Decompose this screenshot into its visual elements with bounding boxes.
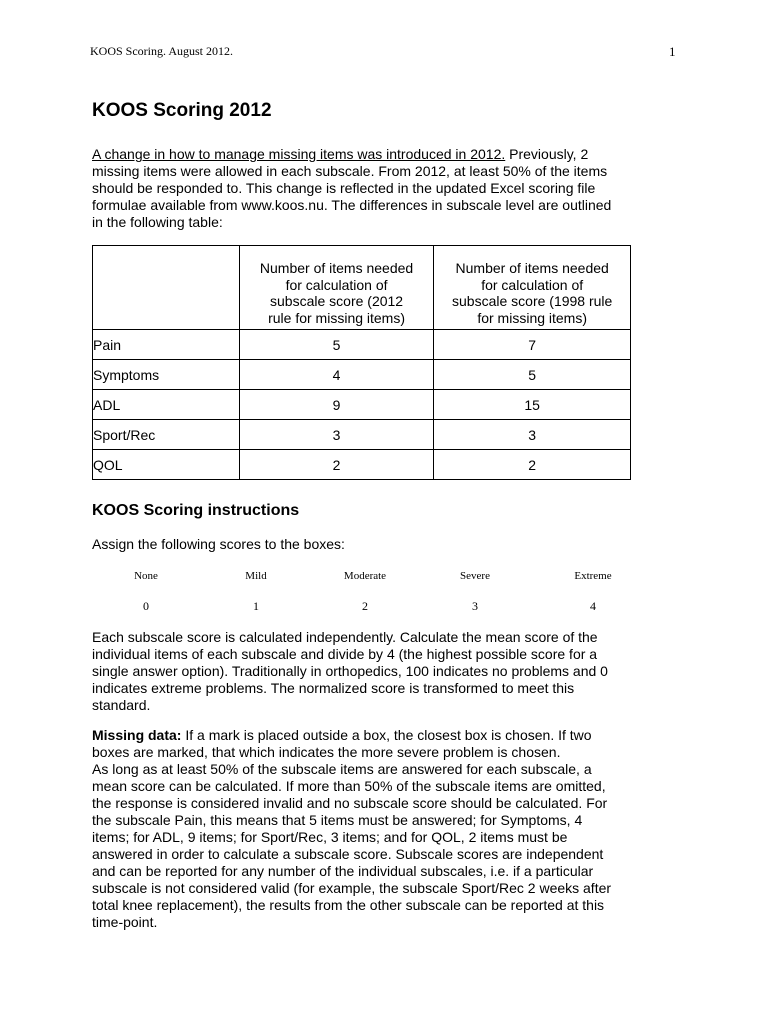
subscale-name: QOL xyxy=(93,450,240,480)
subscale-items-table xyxy=(92,245,631,480)
scale-value-extreme: 4 xyxy=(590,599,596,613)
items-2012: 5 xyxy=(239,330,434,360)
items-1998: 7 xyxy=(434,330,631,360)
intro-line xyxy=(92,146,611,163)
table-header-1998-rule xyxy=(434,246,631,330)
assign-text: Assign the following scores to the boxes: xyxy=(92,536,345,552)
calc-line: single answer option). Traditionally in orthopedics, 100 indicates no problems and 0 xyxy=(92,663,608,679)
missing-line: the response is considered invalid and no subscale score should be calculated. For xyxy=(92,795,608,811)
items-2012: 2 xyxy=(239,450,434,480)
intro-paragraph xyxy=(92,146,611,231)
scale-label-none: None xyxy=(134,570,158,582)
intro-line: should be responded to. This change is reflected in the updated Excel scoring file xyxy=(92,180,596,196)
intro-line: formulae available from www.koos.nu. The differences in subscale level are outlined xyxy=(92,197,612,213)
table-header-2012-rule xyxy=(239,246,434,330)
missing-line: items; for ADL, 9 items; for Sport/Rec, 3 items; and for QOL, 2 items must be xyxy=(92,829,568,845)
intro-line: missing items were allowed in each subscale. From 2012, at least 50% of the items xyxy=(92,163,608,179)
items-1998: 15 xyxy=(434,390,631,420)
missing-line: As long as at least 50% of the subscale items are answered for each subscale, a xyxy=(92,761,592,777)
subscale-name: Sport/Rec xyxy=(93,420,240,450)
missing-line-rest: If a mark is placed outside a box, the closest box is chosen. If two xyxy=(181,727,592,743)
running-head: KOOS Scoring. August 2012. xyxy=(90,44,234,58)
table-row xyxy=(93,360,631,390)
header-line: Number of items needed xyxy=(259,260,414,276)
items-1998: 2 xyxy=(434,450,631,480)
missing-line xyxy=(92,727,611,744)
missing-line: total knee replacement), the results from the other subscale can be reported at this xyxy=(92,897,605,913)
header-line: Number of items needed xyxy=(455,260,609,276)
items-2012: 4 xyxy=(239,360,434,390)
missing-data-label: Missing data: xyxy=(92,727,182,743)
scale-value-none: 0 xyxy=(143,599,149,613)
calculation-paragraph xyxy=(92,629,608,714)
intro-underlined-text: A change in how to manage missing items was introduced in 2012. xyxy=(92,146,506,162)
table-row xyxy=(93,450,631,480)
table-row xyxy=(93,420,631,450)
subscale-name: Pain xyxy=(93,330,240,360)
calc-line: Each subscale score is calculated independently. Calculate the mean score of the xyxy=(92,629,598,645)
intro-line: in the following table: xyxy=(92,214,223,230)
scale-value-severe: 3 xyxy=(472,599,478,613)
header-line: for missing items) xyxy=(477,309,588,326)
document-title: KOOS Scoring 2012 xyxy=(92,100,272,121)
table-row xyxy=(93,390,631,420)
items-2012: 3 xyxy=(239,420,434,450)
scale-label-extreme: Extreme xyxy=(574,570,612,582)
items-1998: 3 xyxy=(434,420,631,450)
subscale-name: Symptoms xyxy=(93,360,240,390)
table-row xyxy=(93,330,631,360)
missing-data-paragraph xyxy=(92,727,611,931)
table-header-row xyxy=(93,246,631,330)
header-line: subscale score (2012 xyxy=(270,293,404,309)
missing-line: the subscale Pain, this means that 5 items must be answered; for Symptoms, 4 xyxy=(92,812,583,828)
scale-label-mild: Mild xyxy=(245,570,267,582)
missing-line: and can be reported for any number of the individual subscales, i.e. if a particular xyxy=(92,863,594,879)
items-1998: 5 xyxy=(434,360,631,390)
table-header-empty xyxy=(93,246,240,330)
calc-line: indicates extreme problems. The normalized score is transformed to meet this xyxy=(92,680,575,696)
header-line: rule for missing items) xyxy=(268,309,406,326)
header-line: for calculation of xyxy=(285,276,388,293)
items-2012: 9 xyxy=(239,390,434,420)
instructions-heading: KOOS Scoring instructions xyxy=(92,502,300,519)
intro-line-rest: Previously, 2 xyxy=(505,146,589,162)
missing-line: subscale is not considered valid (for example, the subscale Sport/Rec 2 weeks after xyxy=(92,880,612,896)
header-line: subscale score (1998 rule xyxy=(452,293,613,309)
subscale-name: ADL xyxy=(93,390,240,420)
missing-line: time-point. xyxy=(92,914,158,930)
scale-value-moderate: 2 xyxy=(362,599,368,613)
missing-line: boxes are marked, that which indicates the more severe problem is chosen. xyxy=(92,744,561,760)
page-number: 1 xyxy=(669,44,676,59)
missing-line: answered in order to calculate a subscale score. Subscale scores are independent xyxy=(92,846,604,862)
header-line: for calculation of xyxy=(481,276,584,293)
calc-line: individual items of each subscale and divide by 4 (the highest possible score for a xyxy=(92,646,598,662)
scale-label-moderate: Moderate xyxy=(343,570,387,582)
calc-line: standard. xyxy=(92,697,151,713)
scale-label-severe: Severe xyxy=(460,570,490,582)
missing-line: mean score can be calculated. If more than 50% of the subscale items are omitted, xyxy=(92,778,606,794)
scale-value-mild: 1 xyxy=(253,599,259,613)
